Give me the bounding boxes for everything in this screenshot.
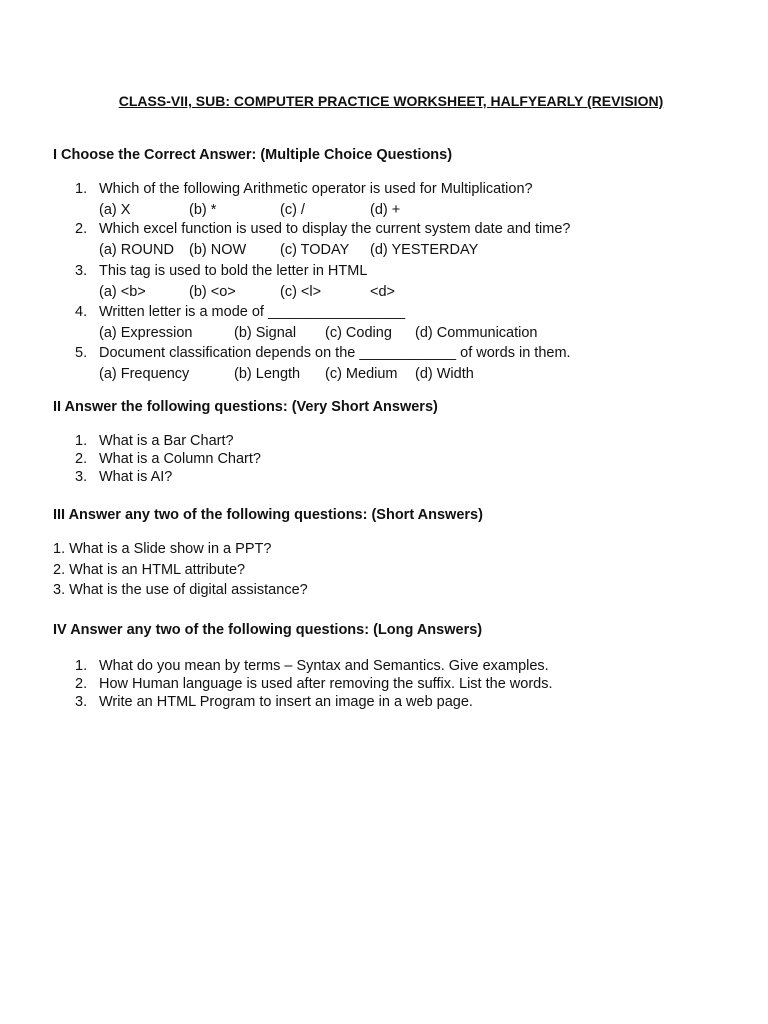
long-question-2 xyxy=(0,674,768,694)
question-number: 1. xyxy=(75,181,88,197)
short-question-3 xyxy=(0,467,768,487)
option-c: (c) / xyxy=(280,202,305,218)
option-a: (a) ROUND xyxy=(99,242,174,258)
question-text: What is a Bar Chart? xyxy=(99,433,234,449)
question-number: 1. xyxy=(75,433,88,449)
section-4-heading: IV Answer any two of the following questions: (Long Answers) xyxy=(53,622,483,638)
question-text: What is a Column Chart? xyxy=(99,451,261,467)
option-d: <d> xyxy=(370,284,395,300)
question-number: 2. xyxy=(75,676,88,692)
question-text: How Human language is used after removing the suffix. List the words. xyxy=(99,676,553,692)
option-b: (b) Length xyxy=(234,366,301,382)
option-c: (c) <l> xyxy=(280,284,322,300)
section-3-heading: III Answer any two of the following questions: (Short Answers) xyxy=(53,507,483,523)
long-question-1 xyxy=(0,656,768,676)
short-question-2 xyxy=(0,449,768,469)
mcq-question-1 xyxy=(0,179,768,199)
option-b: (b) <o> xyxy=(189,284,236,300)
mcq-options-2 xyxy=(0,240,768,260)
option-c: (c) Coding xyxy=(325,325,392,341)
question-text: This tag is used to bold the letter in HTML xyxy=(99,263,368,279)
mcq-question-3 xyxy=(0,261,768,281)
question-number: 5. xyxy=(75,345,88,361)
option-b: (b) Signal xyxy=(234,325,297,341)
option-a: (a) X xyxy=(99,202,131,218)
question-number: 2. xyxy=(75,451,88,467)
short-answer-question-2: 2. What is an HTML attribute? xyxy=(53,562,246,578)
question-text: Document classification depends on the ____________ of words in them. xyxy=(99,345,571,361)
question-number: 2. xyxy=(75,221,88,237)
option-d: (d) Communication xyxy=(415,325,538,341)
mcq-question-5 xyxy=(0,343,768,363)
mcq-question-4 xyxy=(0,302,768,322)
question-text: Which of the following Arithmetic operator is used for Multiplication? xyxy=(99,181,533,197)
option-c: (c) TODAY xyxy=(280,242,350,258)
option-b: (b) * xyxy=(189,202,217,218)
short-answer-question-3: 3. What is the use of digital assistance? xyxy=(53,582,308,598)
short-question-1 xyxy=(0,431,768,451)
mcq-question-2 xyxy=(0,219,768,239)
question-text: What is AI? xyxy=(99,469,173,485)
question-text: Written letter is a mode of _________________ xyxy=(99,304,406,320)
question-number: 1. xyxy=(75,658,88,674)
mcq-options-1 xyxy=(0,200,768,220)
option-b: (b) NOW xyxy=(189,242,247,258)
worksheet-title: CLASS-VII, SUB: COMPUTER PRACTICE WORKSHEET, HALFYEARLY (REVISION) xyxy=(118,93,664,109)
question-number: 3. xyxy=(75,694,88,710)
question-text: Which excel function is used to display the current system date and time? xyxy=(99,221,571,237)
question-text: What do you mean by terms – Syntax and Semantics. Give examples. xyxy=(99,658,549,674)
mcq-options-4 xyxy=(0,323,768,343)
section-1-heading: I Choose the Correct Answer: (Multiple Choice Questions) xyxy=(53,147,453,163)
mcq-options-5 xyxy=(0,364,768,384)
option-d: (d) Width xyxy=(415,366,474,382)
question-number: 4. xyxy=(75,304,88,320)
option-a: (a) <b> xyxy=(99,284,146,300)
question-number: 3. xyxy=(75,469,88,485)
option-d: (d) + xyxy=(370,202,401,218)
long-question-3 xyxy=(0,692,768,712)
question-number: 3. xyxy=(75,263,88,279)
option-a: (a) Expression xyxy=(99,325,193,341)
short-answer-question-1: 1. What is a Slide show in a PPT? xyxy=(53,541,272,557)
mcq-options-3 xyxy=(0,282,768,302)
option-d: (d) YESTERDAY xyxy=(370,242,479,258)
option-a: (a) Frequency xyxy=(99,366,190,382)
question-text: Write an HTML Program to insert an image in a web page. xyxy=(99,694,473,710)
option-c: (c) Medium xyxy=(325,366,398,382)
section-2-heading: II Answer the following questions: (Very Short Answers) xyxy=(53,399,438,415)
